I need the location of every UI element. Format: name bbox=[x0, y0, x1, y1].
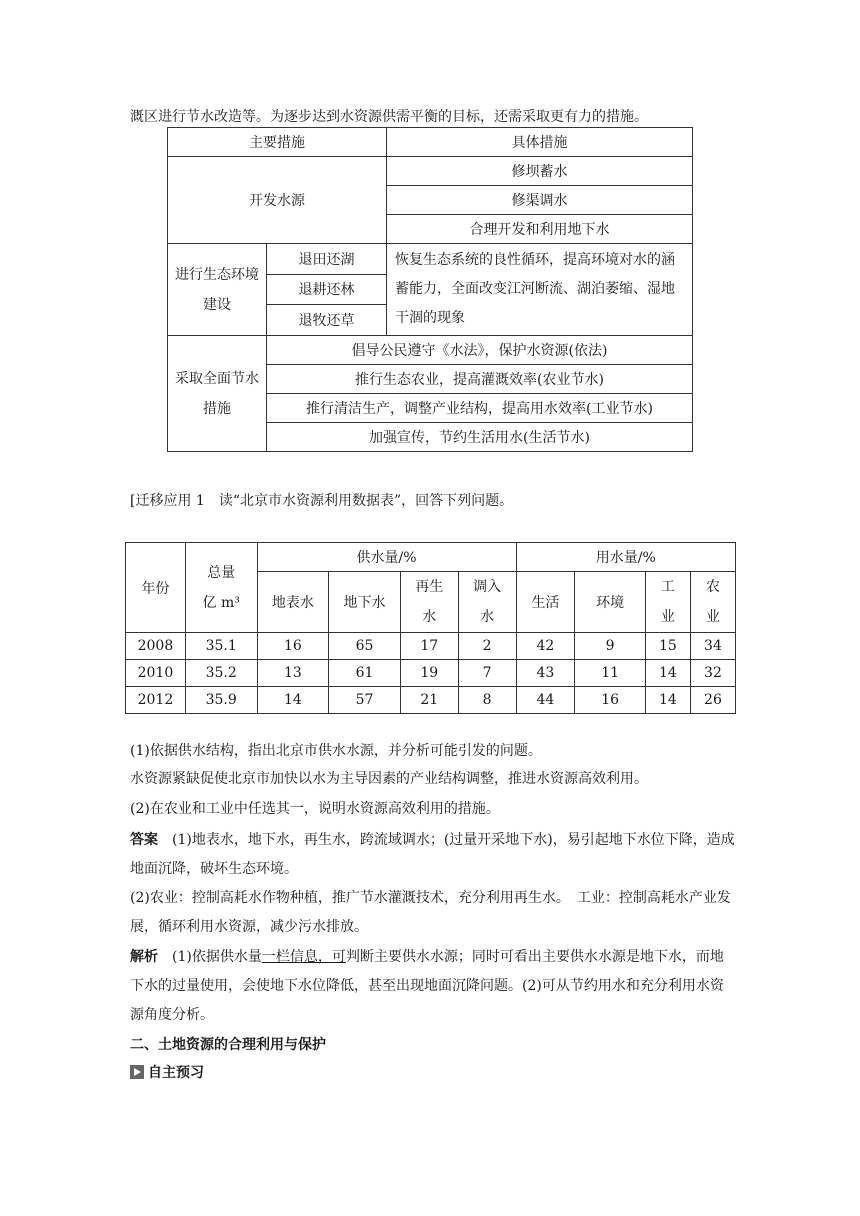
cell: 19 bbox=[400, 660, 458, 687]
cell: 11 bbox=[575, 660, 646, 687]
question-1-note: 水资源紧缺促使北京市加快以水为主导因素的产业结构调整，推进水资源高效利用。 bbox=[130, 771, 648, 787]
cell: 7 bbox=[458, 660, 516, 687]
header-main: 主要措施 bbox=[168, 128, 387, 157]
cell: 35.9 bbox=[185, 687, 257, 714]
cell: 2012 bbox=[126, 687, 186, 714]
cell: 14 bbox=[645, 687, 690, 714]
cell: 26 bbox=[690, 687, 735, 714]
cell: 61 bbox=[329, 660, 401, 687]
hdr-use: 用水量/% bbox=[516, 543, 735, 572]
analysis-underlined: 一栏信息，可 bbox=[261, 949, 346, 965]
answer-2: (2)农业：控制高耗水作物种植，推广节水灌溉技术，充分利用再生水。 工业：控制高耗水产业发展，循环利用水资源，减少污水排放。 bbox=[130, 890, 731, 935]
cell-save: 采取全面节水措施 bbox=[168, 336, 267, 452]
hdr-total-label: 总量 bbox=[207, 564, 236, 581]
analysis bbox=[130, 943, 735, 1030]
section-heading: 二、土地资源的合理利用与保护 bbox=[130, 1037, 326, 1053]
cell: 35.1 bbox=[185, 633, 257, 660]
cell: 16 bbox=[575, 687, 646, 714]
cell: 2008 bbox=[126, 633, 186, 660]
table-row bbox=[126, 660, 736, 687]
cell: 14 bbox=[257, 687, 329, 714]
cell-eco: 进行生态环境建设 bbox=[168, 244, 267, 336]
cell: 57 bbox=[329, 687, 401, 714]
cell: 34 bbox=[690, 633, 735, 660]
cell: 35.2 bbox=[185, 660, 257, 687]
col-2: 再生水 bbox=[400, 572, 458, 633]
cell: 17 bbox=[400, 633, 458, 660]
cell-dev1: 修坝蓄水 bbox=[387, 157, 693, 186]
cell-eco-desc: 恢复生态系统的良性循环，提高环境对水的涵蓄能力，全面改变江河断流、湖泊萎缩、湿地干涸的现象 bbox=[387, 244, 693, 336]
subsection bbox=[130, 1062, 204, 1082]
cell-save3: 推行清洁生产，调整产业结构，提高用水效率(工业节水) bbox=[267, 394, 693, 423]
col-4: 生活 bbox=[516, 572, 575, 633]
hdr-year: 年份 bbox=[126, 543, 186, 633]
beijing-water-table bbox=[125, 542, 736, 714]
hdr-total bbox=[185, 543, 257, 633]
cell: 32 bbox=[690, 660, 735, 687]
play-triangle-icon bbox=[130, 1065, 144, 1079]
answer-1 bbox=[130, 826, 735, 884]
col-5: 环境 bbox=[575, 572, 646, 633]
cell: 8 bbox=[458, 687, 516, 714]
cell: 2 bbox=[458, 633, 516, 660]
cell-dev: 开发水源 bbox=[168, 157, 387, 244]
answer-1-text: (1)地表水，地下水，再生水，跨流域调水；(过量开采地下水)，易引起地下水位下降，造成地面沉降，破坏生态环境。 bbox=[130, 832, 735, 877]
cell: 65 bbox=[329, 633, 401, 660]
col-3: 调入水 bbox=[458, 572, 516, 633]
hdr-total-unit: 亿 m³ bbox=[202, 594, 240, 611]
cell: 15 bbox=[645, 633, 690, 660]
col-1: 地下水 bbox=[329, 572, 401, 633]
cell-dev3: 合理开发和利用地下水 bbox=[387, 215, 693, 244]
cell-eco2: 退耕还林 bbox=[267, 274, 387, 305]
cell-eco1: 退田还湖 bbox=[267, 244, 387, 275]
analysis-part-a: (1)依据供水量 bbox=[172, 949, 262, 965]
cell: 14 bbox=[645, 660, 690, 687]
analysis-label: 解析 bbox=[130, 949, 158, 965]
measures-table bbox=[167, 127, 693, 452]
cell: 42 bbox=[516, 633, 575, 660]
subsection-label: 自主预习 bbox=[148, 1065, 204, 1081]
col-0: 地表水 bbox=[257, 572, 329, 633]
answer-label: 答案 bbox=[130, 832, 158, 848]
cell-save4: 加强宣传，节约生活用水(生活节水) bbox=[267, 423, 693, 452]
cell: 9 bbox=[575, 633, 646, 660]
col-6: 工业 bbox=[645, 572, 690, 633]
table-row bbox=[126, 633, 736, 660]
header-detail: 具体措施 bbox=[387, 128, 693, 157]
cell-dev2: 修渠调水 bbox=[387, 186, 693, 215]
intro-text: 溉区进行节水改造等。为逐步达到水资源供需平衡的目标，还需采取更有力的措施。 bbox=[130, 109, 648, 125]
col-7: 农业 bbox=[690, 572, 735, 633]
cell-eco3: 退牧还草 bbox=[267, 305, 387, 336]
hdr-supply: 供水量/% bbox=[257, 543, 516, 572]
table-row bbox=[126, 687, 736, 714]
cell: 13 bbox=[257, 660, 329, 687]
analysis-part-c: 判断主要供水水源；同时可看出主要供水水源是地下水，而地下水的过量使用，会使地下水位降低，甚至出现地面沉降问题。(2)可从节约用水和充分利用水资源角度分析。 bbox=[130, 949, 724, 1023]
cell-save1: 倡导公民遵守《水法》，保护水资源(依法) bbox=[267, 336, 693, 365]
cell: 21 bbox=[400, 687, 458, 714]
cell: 44 bbox=[516, 687, 575, 714]
question-1: (1)依据供水结构，指出北京市供水水源，并分析可能引发的问题。 bbox=[130, 743, 542, 759]
cell: 16 bbox=[257, 633, 329, 660]
cell: 2010 bbox=[126, 660, 186, 687]
cell: 43 bbox=[516, 660, 575, 687]
task-heading: [迁移应用 1 读“北京市水资源利用数据表”，回答下列问题。 bbox=[130, 493, 514, 509]
question-2: (2)在农业和工业中任选其一，说明水资源高效利用的措施。 bbox=[130, 801, 500, 817]
cell-save2: 推行生态农业，提高灌溉效率(农业节水) bbox=[267, 365, 693, 394]
